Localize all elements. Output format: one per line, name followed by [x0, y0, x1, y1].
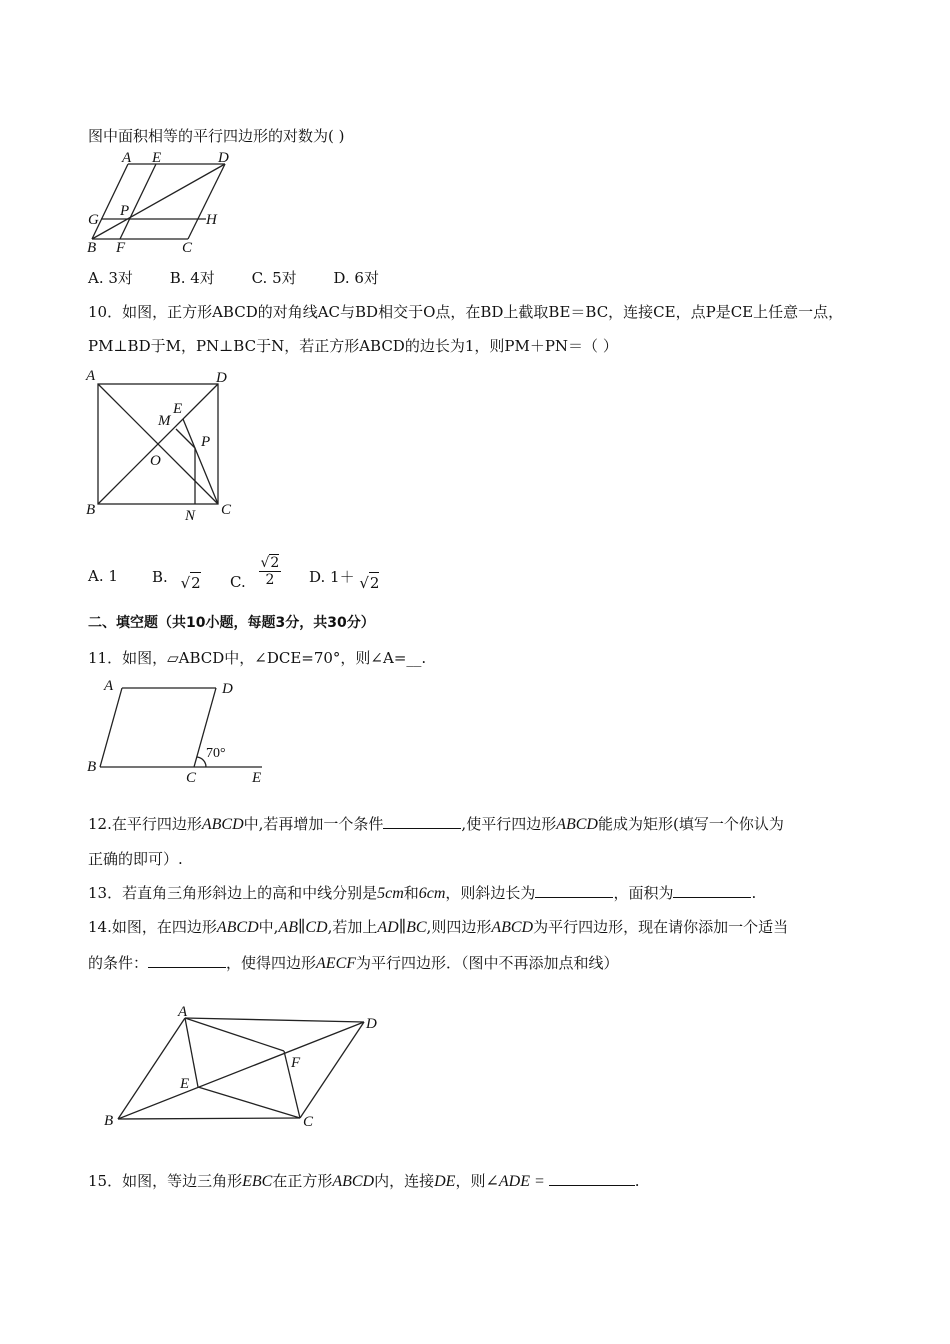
q10-option-a[interactable]: A. 1	[88, 567, 118, 585]
q14-text-1: 14.如图，在四边形	[88, 918, 217, 936]
q9-label-g: G	[88, 212, 99, 228]
q10-option-b-radicand: 2	[191, 574, 201, 592]
q13-math-2: 6cm	[418, 885, 446, 902]
q14-figure	[98, 998, 398, 1133]
q14-text-4: ,则四边形	[426, 918, 492, 936]
q11-label-a: A	[104, 678, 114, 694]
q10-label-o: O	[150, 453, 161, 469]
q11-figure	[84, 677, 274, 787]
q10-label-d: D	[216, 370, 227, 386]
q14-math-1: ABCD	[216, 919, 259, 936]
q9-figure	[84, 150, 234, 256]
q9-stem: 图中面积相等的平行四边形的对数为( )	[88, 127, 345, 145]
q10-label-m: M	[158, 413, 171, 429]
q10-label-n: N	[185, 508, 196, 524]
q13-text-2: 和	[403, 884, 419, 902]
q14-text-6: 的条件：	[88, 954, 149, 972]
q9-label-c: C	[182, 240, 193, 256]
q15-text-5: .	[634, 1172, 640, 1190]
q15-text-3: 内，连接	[374, 1172, 435, 1190]
q15-math-1: EBC	[242, 1173, 273, 1190]
q10-option-d-prefix: D. 1＋	[309, 568, 355, 586]
q10-option-c[interactable]: C. $\frac{√2}{2}$	[230, 555, 280, 591]
q14-label-e: E	[180, 1076, 190, 1092]
q12-answer-blank[interactable]	[383, 814, 461, 829]
q13-math-1: 5cm	[377, 885, 404, 902]
q14-line2	[88, 953, 619, 974]
q14-math-4: ABCD	[491, 919, 534, 936]
q15-answer-blank[interactable]	[549, 1171, 635, 1186]
q11-label-d: D	[222, 681, 233, 697]
q12-text-2: 中,若再增加一个条件	[243, 815, 384, 833]
q9-label-e: E	[152, 150, 162, 166]
section-heading: 二、填空题（共10小题，每题3分，共30分）	[88, 615, 375, 631]
q13-text-5: .	[751, 884, 757, 902]
q14-line1	[88, 917, 788, 938]
q10-option-c-prefix: C.	[230, 573, 246, 591]
q10-option-d-radicand: 2	[369, 574, 380, 592]
q14-label-c: C	[303, 1114, 314, 1130]
q15-math-2: ABCD	[332, 1173, 375, 1190]
q14-label-a: A	[178, 1004, 188, 1020]
q14-math-5: AECF	[316, 955, 357, 972]
q9-label-b: B	[87, 240, 97, 256]
q9-label-f: F	[116, 240, 126, 256]
q13-text-1: 13．若直角三角形斜边上的高和中线分别是	[88, 884, 378, 902]
q12-math-2: ABCD	[556, 816, 598, 833]
q14-text-3: ,若加上	[327, 918, 378, 936]
q10-line1: 10．如图，正方形ABCD的对角线AC与BD相交于O点，在BD上截取BE＝BC，连接CE，点P是CE上任意一点，	[88, 303, 844, 321]
q14-text-8: 为平行四边形．（图中不再添加点和线）	[356, 954, 619, 972]
q14-answer-blank[interactable]	[148, 953, 226, 968]
q10-label-e: E	[173, 401, 183, 417]
q9-label-a: A	[122, 150, 132, 166]
q9-option-d[interactable]: D. 6对	[333, 269, 379, 287]
q9-label-d: D	[218, 150, 229, 166]
q14-math-3: AD∥BC	[377, 919, 427, 936]
q15-text-2: 在正方形	[272, 1172, 333, 1190]
q11-stem: 11．如图，▱ABCD中，∠DCE=70°，则∠A=__.	[88, 649, 427, 667]
q13-text-3: ，则斜边长为	[445, 884, 536, 902]
q9-option-a[interactable]: A. 3对	[88, 269, 133, 287]
q13-line	[88, 883, 756, 904]
q14-label-f: F	[291, 1055, 301, 1071]
q14-text-2: 中,	[258, 918, 279, 936]
q9-option-c[interactable]: C. 5对	[251, 269, 297, 287]
q12-text-3: ,使平行四边形	[461, 815, 557, 833]
q12-text-1: 12.在平行四边形	[88, 815, 202, 833]
q10-option-b-prefix: B.	[152, 568, 168, 586]
q9-options	[88, 268, 411, 288]
q13-hypotenuse-blank[interactable]	[535, 883, 613, 898]
q10-label-b: B	[86, 502, 96, 518]
q12-line2: 正确的即可）.	[88, 850, 183, 868]
q10-label-c: C	[221, 502, 232, 518]
q12-text-4: 能成为矩形(填写一个你认为	[597, 815, 784, 833]
q10-option-d[interactable]: D. 1＋ √2	[309, 568, 380, 592]
q13-text-4: ，面积为	[613, 884, 674, 902]
q9-option-b[interactable]: B. 4对	[169, 269, 215, 287]
q14-text-5: 为平行四边形，现在请你添加一个适当	[533, 918, 789, 936]
q10-option-c-denominator: 2	[265, 572, 275, 588]
q15-text-1: 15．如图，等边三角形	[88, 1172, 243, 1190]
q15-math-3: DE	[434, 1173, 456, 1190]
q9-label-p: P	[120, 203, 130, 219]
q10-label-p: P	[201, 434, 211, 450]
q10-option-b[interactable]: B. √2	[152, 568, 201, 592]
q15-math-4: ∠ADE =	[485, 1173, 545, 1190]
q15-text-4: ，则	[455, 1172, 486, 1190]
q14-math-2: AB∥CD	[278, 919, 328, 936]
q15-line	[88, 1171, 640, 1192]
q10-figure	[84, 367, 244, 527]
q11-label-e: E	[252, 770, 262, 786]
q14-label-b: B	[104, 1113, 114, 1129]
q10-label-a: A	[86, 368, 96, 384]
q14-label-d: D	[366, 1016, 377, 1032]
q11-label-c: C	[186, 770, 197, 786]
q13-area-blank[interactable]	[673, 883, 751, 898]
q12-math-1: ABCD	[201, 816, 244, 833]
q11-label-b: B	[87, 759, 97, 775]
q14-text-7: ，使得四边形	[226, 954, 317, 972]
q10-line2: PM⊥BD于M，PN⊥BC于N，若正方形ABCD的边长为1，则PM＋PN＝（ ）	[88, 337, 618, 355]
q12-line1	[88, 814, 784, 835]
q10-option-c-numerator: 2	[270, 555, 280, 571]
q11-angle-label: 70°	[206, 746, 226, 761]
q9-label-h: H	[206, 212, 217, 228]
